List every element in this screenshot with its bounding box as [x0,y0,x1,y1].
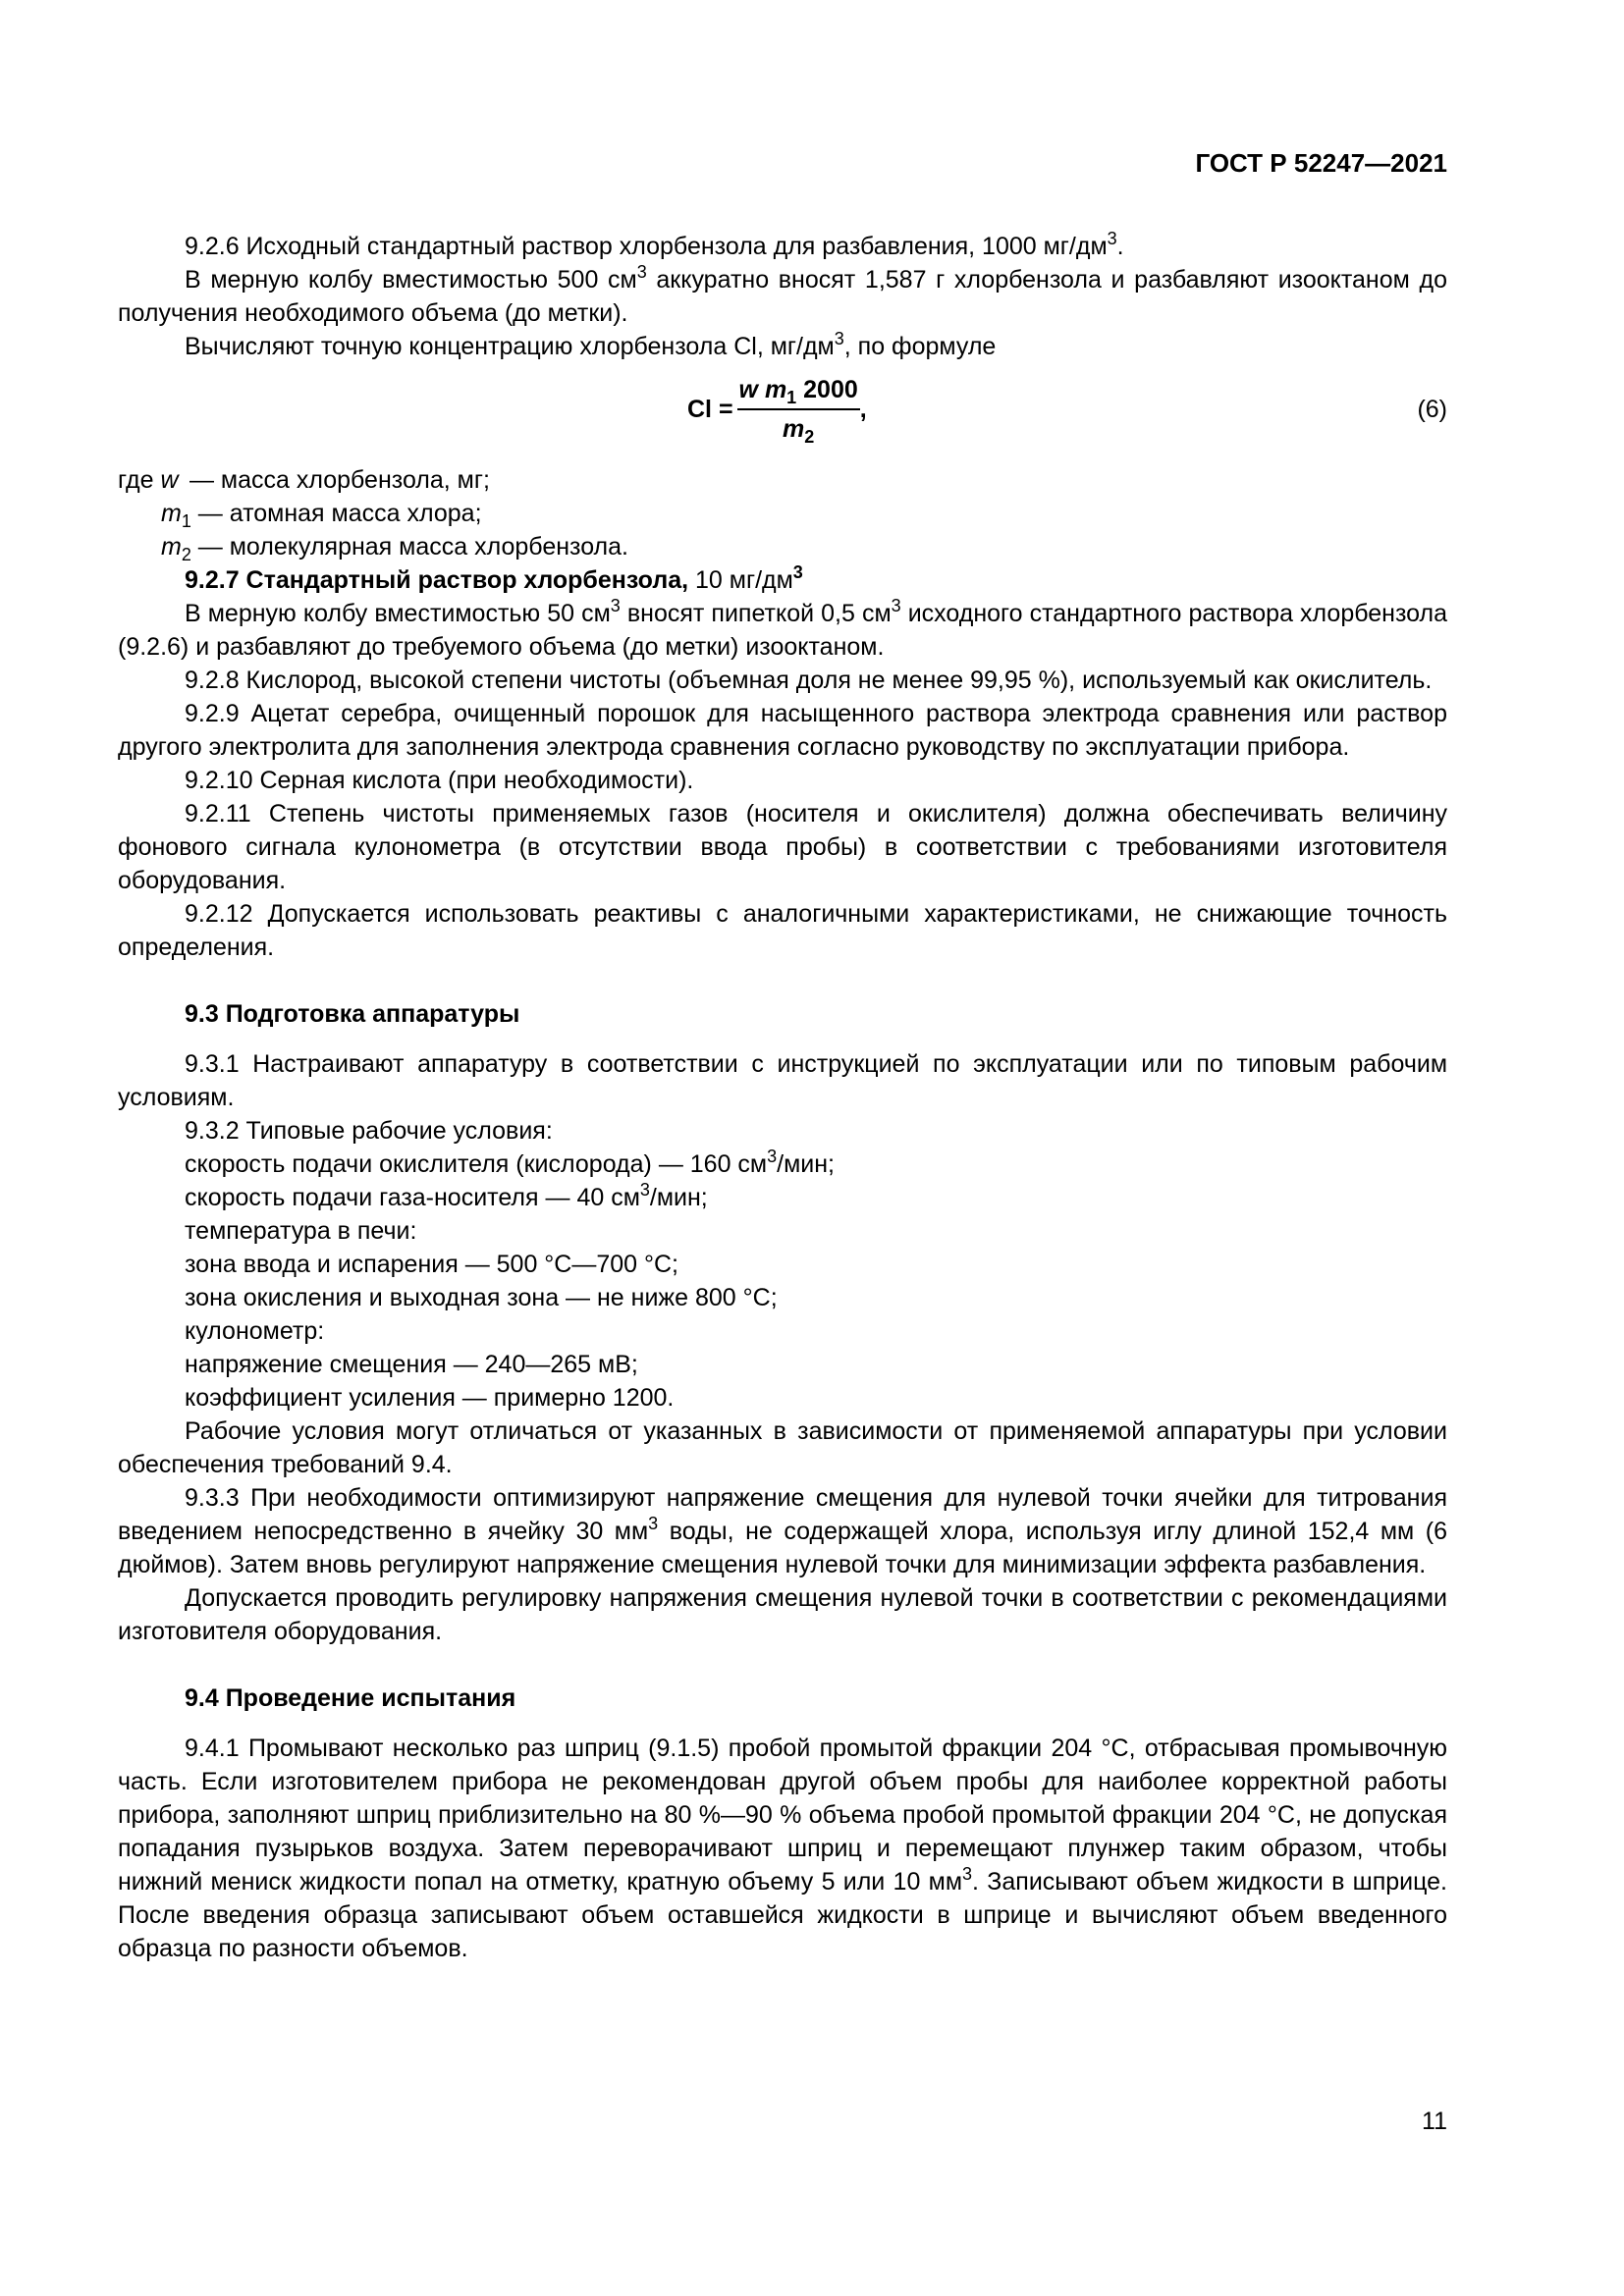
condition-inlet-zone: зона ввода и испарения — 500 °С—700 °С; [185,1251,679,1278]
paragraph-9-3-2-title: 9.3.2 Типовые рабочие условия: [185,1117,553,1145]
paragraph-9-2-10: 9.2.10 Серная кислота (при необходимости). [185,767,694,794]
standard-header: ГОСТ Р 52247—2021 [1195,148,1447,178]
paragraph-9-2-8: 9.2.8 Кислород, высокой степени чистоты (объемная доля не менее 99,95 %), используемый как окислитель. [185,667,1433,694]
formula-6 [118,373,1447,454]
paragraph-9-2-7-body: В мерную колбу вместимостью 50 $см^3$ вносят пипеткой 0,5 $см^3$ исходного стандартного раствора хлорбензола (9.2.6) и разбавляют до требуемого объема (до метки) изооктаном. [118,596,1447,661]
paragraph-9-3-2-note: Рабочие условия могут отличаться от указанных в зависимости от применяемой аппаратуры при условии обеспечения требований 9.4. [118,1417,1447,1478]
formula-fraction: $\frac{w m_1 2000}{m_2}$ [737,373,860,446]
paragraph-9-2-6-title: 9.2.6 Исходный стандартный раствор хлорбензола для разбавления, 1000 $мг/дм^3$. [185,229,1124,260]
section-heading-9-4: 9.4 Проведение испытания [185,1684,516,1712]
paragraph-9-3-3-extra: Допускается проводить регулировку напряжения смещения нулевой точки в соответствии с рекомендациями изготовителя оборудования. [118,1584,1447,1645]
paragraph-9-2-9: 9.2.9 Ацетат серебра, очищенный порошок для насыщенного раствора электрода сравнения или раствор другого электролита для заполнения электрода сравнения согласно руководству по эксплуатации прибора. [118,700,1447,761]
paragraph-9-2-6-body: В мерную колбу вместимостью 500 $см^3$ аккуратно вносят 1,587 г хлорбензола и разбавляют изооктаном до получения необходимого объема (до метки). [118,262,1447,327]
where-w: где w — масса хлорбензола, мг; [118,466,490,494]
paragraph-9-2-12: 9.2.12 Допускается использовать реактивы с аналогичными характеристиками, не снижающие точность определения. [118,900,1447,961]
paragraph-9-3-3: 9.3.3 При необходимости оптимизируют напряжение смещения для нулевой точки ячейки для титрования введением непосредственно в ячейку 30 $мм^3$ воды, не содержащей хлора, используя иглу длиной 152,4 мм (6 дюймов). Затем вновь регулируют напряжение смещения нулевой точки для минимизации эффекта разбавления. [118,1484,1447,1578]
where-m1: $m_1$ — атомная масса хлора; [161,500,482,531]
page-number: 11 [1422,2108,1447,2135]
paragraph-9-3-1: 9.3.1 Настраивают аппаратуру в соответствии с инструкцией по эксплуатации или по типовым рабочим условиям. [118,1050,1447,1111]
document-body [118,230,1447,1965]
section-heading-9-3: 9.3 Подготовка аппаратуры [185,1000,520,1028]
formula-number: (6) [1417,396,1447,423]
paragraph-9-2-7-title: 9.2.7 Стандартный раствор хлорбензола, 10 $мг/дм^3$ [185,562,803,594]
paragraph-9-4-1: 9.4.1 Промывают несколько раз шприц (9.1.5) пробой промытой фракции 204 °С, отбрасывая промывочную часть. Если изготовителем прибора не рекомендован другой объем пробы для наиболее корректной работы прибора, заполняют шприц приблизительно на 80 %—90 % объема пробой промытой фракции 204 °С, не допуская попадания пузырьков воздуха. Затем переворачивают шприц и перемещают плунжер таким образом, чтобы нижний мениск жидкости попал на отметку, кратную объему 5 или 10 $мм^3$. Записывают объем жидкости в шприце. После введения образца записывают объем оставшейся жидкости в шприце и вычисляют объем введенного образца по разности объемов. [118,1735,1447,1962]
condition-furnace-temp: температура в печи: [185,1217,417,1245]
where-m2: $m_2$ — молекулярная масса хлорбензола. [161,533,628,564]
condition-carrier-flow: скорость подачи газа-носителя — 40 $см^3$/мин; [185,1180,708,1211]
condition-bias-voltage: напряжение смещения — 240—265 мВ; [185,1351,638,1378]
formula-expression: Cl = $\frac{w m_1 2000}{m_2}$ , [687,373,867,446]
condition-coulometer: кулонометр: [185,1317,325,1345]
condition-oxidation-zone: зона окисления и выходная зона — не ниже 800 °С; [185,1284,778,1311]
condition-oxidizer-flow: скорость подачи окислителя (кислорода) — 160 $см^3$/мин; [185,1147,835,1178]
paragraph-9-2-6-formula-intro: Вычисляют точную концентрацию хлорбензола Cl, $мг/дм^3$, по формуле [185,329,997,360]
condition-gain: коэффициент усиления — примерно 1200. [185,1384,675,1412]
paragraph-9-2-11: 9.2.11 Степень чистоты применяемых газов (носителя и окислителя) должна обеспечивать величину фонового сигнала кулонометра (в отсутствии ввода пробы) в соответствии с требованиями изготовителя оборудования. [118,800,1447,894]
